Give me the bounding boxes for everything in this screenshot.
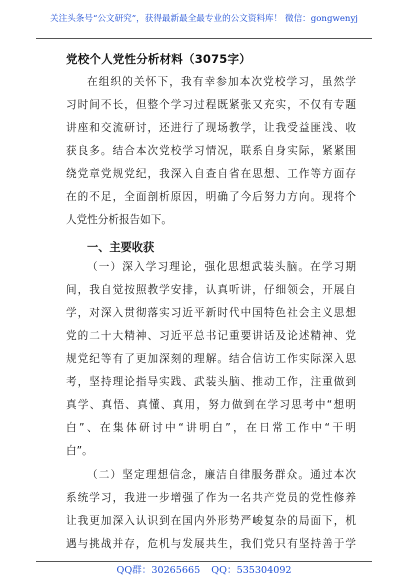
paragraph-ideals-belief [66, 464, 356, 556]
paragraph-line: 让我更加深入认识到在国内外形势严峻复杂的局面下，机 [66, 515, 356, 527]
intro-line: 获良多。结合本次党校学习情况，联系自身实际，紧紧围 [66, 145, 356, 157]
footer-qq-group: QQ群：30265665 [116, 565, 201, 576]
footer-qq: QQ：535304092 [211, 565, 292, 576]
intro-line: 绕党章党规党纪，我深入自查自省在思想、工作等方面存 [66, 168, 356, 180]
intro-line: 习时间不长，但整个学习过程既紧张又充实，不仅有专题 [66, 99, 356, 111]
paragraph-line: 学，对深入贯彻落实习近平新时代中国特色社会主义思想 [66, 307, 356, 319]
paragraph-line: 考，坚持理论指导实践、武装头脑、推动工作，注重做到 [66, 376, 356, 388]
section-heading-main-gains: 一、主要收获 [87, 241, 155, 254]
intro-line: 在组织的关怀下，我有幸参加本次党校学习，虽然学 [87, 76, 356, 88]
header-divider [36, 38, 372, 39]
paragraph-line: 间，我自觉按照教学安排，认真听讲，仔细领会，开展自 [66, 284, 356, 296]
paragraph-line: 白”、在集体研讨中“讲明白”，在日常工作中“干明 [66, 422, 356, 434]
document-title: 党校个人党性分析材料（3075字） [66, 52, 251, 66]
paragraph-line: 系统学习，我进一步增强了作为一名共产党员的党性修养 [66, 492, 356, 504]
intro-paragraph [66, 71, 356, 232]
paragraph-line: 党的二十大精神、习近平总书记重要讲话及论述精神、党 [66, 330, 356, 342]
paragraph-theory-study [66, 256, 356, 463]
intro-line: 人党性分析报告如下。 [66, 214, 172, 226]
paragraph-line: 白”。 [66, 445, 93, 457]
header-notice: 关注头条号“公文研究”，获得最新最全最专业的公文资料库！ 微信：gongwenyj [50, 14, 358, 24]
paragraph-line: 规党纪等有了更加深刻的理解。结合信访工作实际深入思 [66, 353, 356, 365]
paragraph-line: （一）深入学习理论，强化思想武装头脑。在学习期 [87, 261, 356, 273]
paragraph-line: 真学、真悟、真懂、真用，努力做到在学习思考中“想明 [66, 399, 356, 411]
footer-contact [0, 562, 408, 576]
paragraph-line: 遇与挑战并存，危机与发展共生，我们党只有坚持善于学 [66, 538, 356, 550]
intro-line: 在的不足，全面剖析原因，明确了今后努力方向。现将个 [66, 191, 356, 203]
paragraph-line: （二）坚定理想信念，廉洁自律服务群众。通过本次 [87, 469, 356, 481]
intro-line: 讲座和交流研讨，还进行了现场教学，让我受益匪浅、收 [66, 122, 356, 134]
